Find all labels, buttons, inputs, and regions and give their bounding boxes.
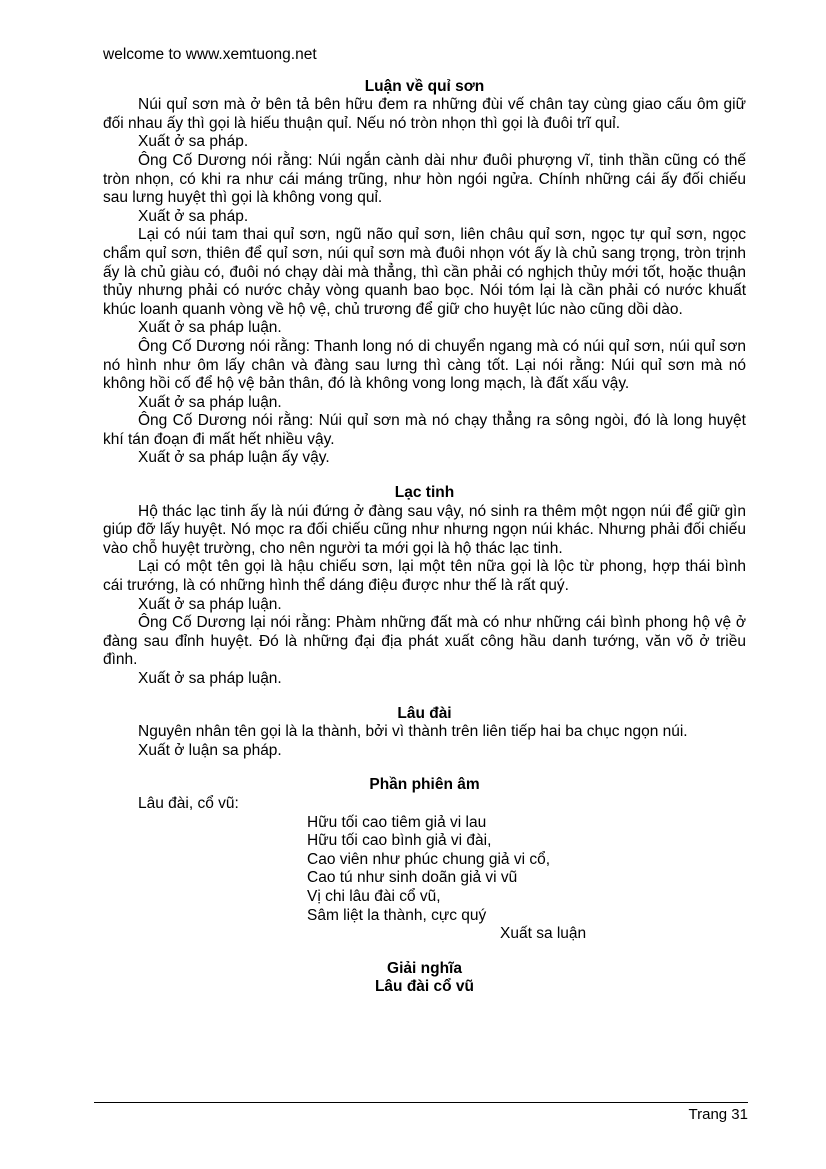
paragraph: Hộ thác lạc tinh ấy là núi đứng ở đàng sau vậy, nó sinh ra thêm một ngọn núi để giữ gìn giúp đỡ lấy huyệt. Nó mọc ra đối chiếu cũng như nhưng ngọn núi khác. Nhưng phải đối chiếu vào chỗ huyệt trường, cho nên người ta mới gọi là hộ thác lạc tinh. <box>103 502 746 557</box>
paragraph: Xuất ở luận sa pháp. <box>138 741 282 759</box>
paragraph: Ông Cố Dương nói rằng: Núi quỉ sơn mà nó chạy thẳng ra sông ngòi, đó là long huyệt khí tán đoạn đi mất hết nhiều vậy. <box>103 412 746 448</box>
heading-phan-phien-am: Phần phiên âm <box>369 776 480 794</box>
page-content <box>103 46 746 997</box>
heading-lau-dai: Lâu đài <box>397 704 452 722</box>
vertical-spacer <box>103 944 746 960</box>
document-body <box>103 78 746 997</box>
paragraph: Ông Cố Dương nói rằng: Thanh long nó di chuyển ngang mà có núi quỉ sơn, núi quỉ sơn nó hình như ôm lấy chân và đàng sau lưng thì càng tốt. Lại nói rằng: Núi quỉ sơn mà nó không hồi cố để hộ vệ bản thân, đó là không vong long mạch, là đất xấu vậy. <box>103 337 746 393</box>
paragraph: Xuất ở sa pháp luận. <box>138 393 282 411</box>
vertical-spacer <box>103 689 746 705</box>
paragraph: Lại có núi tam thai quỉ sơn, ngũ não quỉ sơn, liên châu quỉ sơn, ngọc tự quỉ sơn, ngọc chẩm quỉ sơn, thiên để quỉ sơn, núi quỉ sơn mà đuôi nhọn vót ấy là chủ sang trọng, tròn trịnh ấy là chủ giàu có, đuôi nó chạy dài mà thẳng, thì cần phải có nghịch thủy mới tốt, hoặc thuận thủy nhưng phải có nước chảy vòng quanh bao bọc. Nói tóm lại là cần phải có nước khuất khúc loanh quanh vòng về hộ vệ, chủ trương để giữ cho huyệt lúc nào cũng dồi dào. <box>103 226 746 318</box>
poem-line: Cao viên như phúc chung giả vi cổ, <box>307 850 551 868</box>
footer-divider <box>94 1102 748 1103</box>
paragraph: Lại có một tên gọi là hậu chiếu sơn, lại một tên nữa gọi là lộc từ phong, hợp thái bình cái trướng, là có những hình thể dáng điệu được như thế là rất quý. <box>103 558 746 595</box>
paragraph: Xuất ở sa pháp luận. <box>138 595 282 613</box>
poem-line: Sâm liệt la thành, cực quý <box>307 906 487 924</box>
paragraph: Núi quỉ sơn mà ở bên tả bên hữu đem ra những đùi vế chân tay cùng giao cấu ôm giữ đối nhau ấy thì gọi là hiếu thuận quỉ. Nếu nó tròn nhọn thì gọi là đuôi trĩ quỉ. <box>103 96 746 132</box>
heading-giai-nghia: Giải nghĩa <box>387 959 462 977</box>
paragraph: Ông Cố Dương nói rằng: Núi ngắn cành dài như đuôi phượng vĩ, tinh thần cũng có thế tròn nhọn, có khi ra như cái máng trũng, như hòn ngói ngửa. Chính những cái ấy đối chiếu sau lưng huyệt thì gọi là không vong quỉ. <box>103 151 746 207</box>
paragraph: Ông Cố Dương lại nói rằng: Phàm những đất mà có như những cái bình phong hộ vệ ở đàng sau đỉnh huyệt. Đó là những đại địa phát xuất công hầu danh tướng, văn võ ở triều đình. <box>103 614 746 669</box>
poem-line: Cao tú như sinh doãn giả vi vũ <box>307 869 518 887</box>
paragraph: Lâu đài, cổ vũ: <box>138 794 239 812</box>
poem-line: Vị chi lâu đài cổ vũ, <box>307 887 441 905</box>
paragraph: Xuất ở sa pháp. <box>138 133 249 151</box>
heading-luan-ve-qui-son: Luận về quỉ sơn <box>364 77 485 95</box>
paragraph: Xuất ở sa pháp luận. <box>138 319 282 337</box>
heading-lac-tinh: Lạc tinh <box>394 484 455 502</box>
paragraph: Nguyên nhân tên gọi là la thành, bởi vì thành trên liên tiếp hai ba chục ngọn núi. <box>138 723 688 741</box>
page-number: Trang 31 <box>688 1106 748 1123</box>
vertical-spacer <box>103 760 746 776</box>
poem-line: Hữu tối cao bình giả vi đài, <box>307 832 492 850</box>
heading-lau-dai-co-vu: Lâu đài cổ vũ <box>374 978 475 996</box>
vertical-spacer <box>103 468 746 484</box>
site-header-text: welcome to www.xemtuong.net <box>103 46 317 63</box>
paragraph: Xuất ở sa pháp. <box>138 207 249 225</box>
paragraph: Xuất ở sa pháp luận ấy vậy. <box>138 449 330 467</box>
paragraph: Xuất ở sa pháp luận. <box>138 670 282 687</box>
poem-attribution: Xuất sa luận <box>500 925 587 943</box>
poem-line: Hữu tối cao tiêm giả vi lau <box>307 813 487 831</box>
